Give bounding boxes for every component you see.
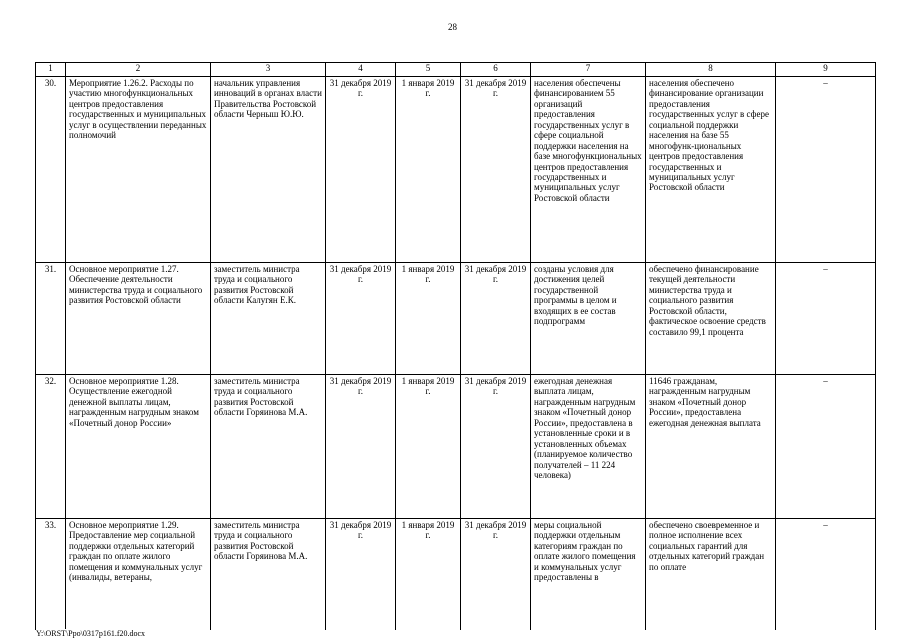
table-cell-row-number: 31.	[36, 263, 66, 375]
table-cell-actual-result: 11646 гражданам, награжденным нагрудным знаком «Почетный донор России», предоставлена ежегодная денежная выплата	[646, 375, 776, 519]
table-cell-date-end: 31 декабря 2019 г.	[461, 77, 531, 263]
table-cell-date-start: 1 января 2019 г.	[396, 77, 461, 263]
table-cell-expected-result: меры социальной поддержки отдельным категориям граждан по оплате жилого помещения и коммунальных услуг предоставлены в	[531, 519, 646, 631]
column-header: 1	[36, 63, 66, 77]
column-header: 7	[531, 63, 646, 77]
table-cell-actual-result: населения обеспечено финансирование организации предоставления государственных услуг в сфере социальной поддержки населения на базе 55 многофунк-циональных центров предоставления государственных и муниципальных услуг Ростовской области	[646, 77, 776, 263]
table-cell-responsible: начальник управления инноваций в органах власти Правительства Ростовской области Черныш Ю.Ю.	[211, 77, 326, 263]
table-cell-date-start: 1 января 2019 г.	[396, 263, 461, 375]
report-table-container	[35, 62, 876, 630]
table-cell-row-number: 33.	[36, 519, 66, 631]
table-cell-note: –	[776, 519, 876, 631]
report-table	[35, 62, 876, 630]
table-cell-date-plan: 31 декабря 2019 г.	[326, 375, 396, 519]
table-cell-responsible: заместитель министра труда и социального развития Ростовской области Калугян Е.К.	[211, 263, 326, 375]
column-header: 4	[326, 63, 396, 77]
table-cell-date-end: 31 декабря 2019 г.	[461, 375, 531, 519]
column-header: 5	[396, 63, 461, 77]
table-cell-row-number: 30.	[36, 77, 66, 263]
table-cell-measure: Основное мероприятие 1.27. Обеспечение деятельности министерства труда и социального развития Ростовской области	[66, 263, 211, 375]
column-header: 2	[66, 63, 211, 77]
table-cell-expected-result: ежегодная денежная выплата лицам, награжденным нагрудным знаком «Почетный донор России», предоставлена в установленные сроки и в установленных объемах (планируемое количество получателей – 11 224 человека)	[531, 375, 646, 519]
table-cell-measure: Основное мероприятие 1.29. Предоставление мер социальной поддержки отдельных категорий граждан по оплате жилого помещения и коммунальных услуг (инвалиды, ветераны,	[66, 519, 211, 631]
table-cell-date-plan: 31 декабря 2019 г.	[326, 77, 396, 263]
column-header-row	[36, 63, 876, 77]
table-cell-expected-result: созданы условия для достижения целей государственной программы в целом и входящих в ее состав подпрограмм	[531, 263, 646, 375]
table-cell-date-start: 1 января 2019 г.	[396, 375, 461, 519]
table-cell-responsible: заместитель министра труда и социального развития Ростовской области Горяинова М.А.	[211, 375, 326, 519]
table-cell-actual-result: обеспечено финансирование текущей деятельности министерства труда и социального развития Ростовской области, фактическое освоение средств составило 99,1 процента	[646, 263, 776, 375]
column-header: 9	[776, 63, 876, 77]
table-cell-actual-result: обеспечено своевременное и полное исполнение всех социальных гарантий для отдельных категорий граждан по оплате	[646, 519, 776, 631]
table-cell-responsible: заместитель министра труда и социального развития Ростовской области Горяинова М.А.	[211, 519, 326, 631]
table-cell-measure: Мероприятие 1.26.2. Расходы по участию многофункциональных центров предоставления государственных и муниципальных услуг в осуществлении переданных полномочий	[66, 77, 211, 263]
table-row	[36, 77, 876, 263]
table-cell-date-plan: 31 декабря 2019 г.	[326, 519, 396, 631]
column-header: 6	[461, 63, 531, 77]
table-cell-row-number: 32.	[36, 375, 66, 519]
table-cell-date-plan: 31 декабря 2019 г.	[326, 263, 396, 375]
table-cell-note: –	[776, 263, 876, 375]
table-cell-date-end: 31 декабря 2019 г.	[461, 519, 531, 631]
column-header: 3	[211, 63, 326, 77]
table-cell-expected-result: населения обеспечены финансированием 55 организаций предоставления государственных услуг в сфере социальной поддержки населения на базе многофункциональных центров предоставления государственных и муниципальных услуг Ростовской области	[531, 77, 646, 263]
table-cell-measure: Основное мероприятие 1.28. Осуществление ежегодной денежной выплаты лицам, награжденным нагрудным знаком «Почетный донор России»	[66, 375, 211, 519]
document-file-path: Y:\ORST\Ppo\0317p161.f20.docx	[36, 629, 146, 638]
table-row	[36, 375, 876, 519]
page-number: 28	[448, 22, 457, 32]
table-row	[36, 263, 876, 375]
table-cell-date-end: 31 декабря 2019 г.	[461, 263, 531, 375]
table-row	[36, 519, 876, 631]
column-header: 8	[646, 63, 776, 77]
table-cell-note: –	[776, 375, 876, 519]
table-cell-date-start: 1 января 2019 г.	[396, 519, 461, 631]
table-cell-note: –	[776, 77, 876, 263]
